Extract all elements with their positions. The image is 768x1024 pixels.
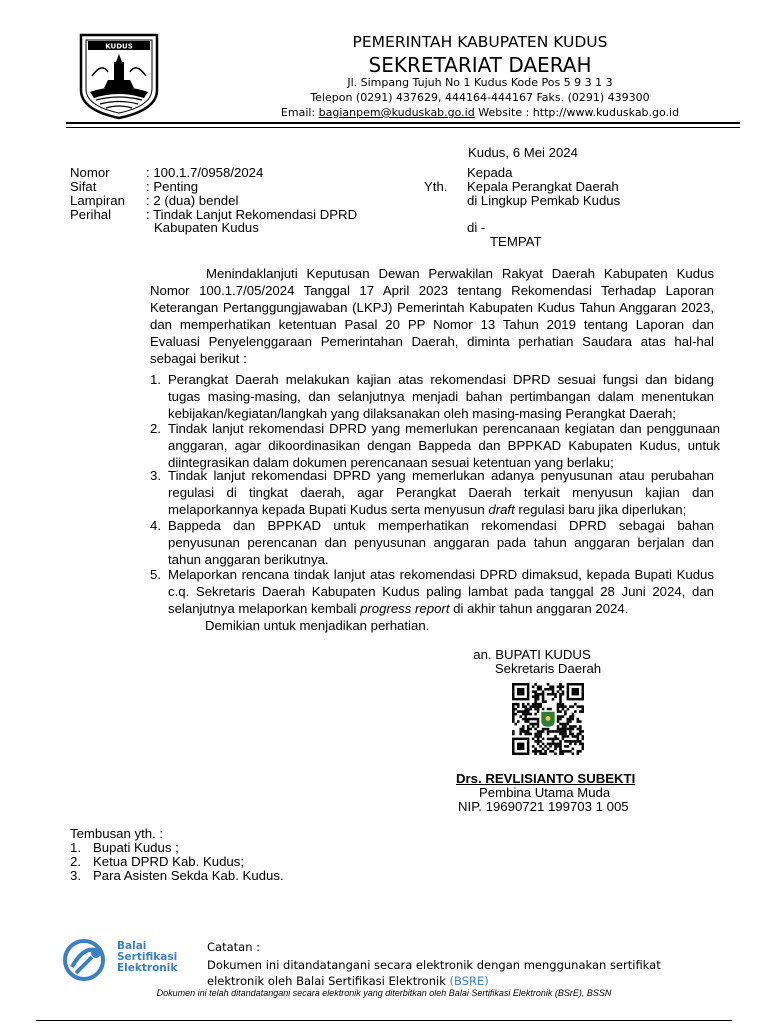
kudus-coat-of-arms-logo xyxy=(78,32,160,120)
sifat-value: : Penting xyxy=(146,179,199,194)
perihal-value: : Tindak Lanjut Rekomendasi DPRD xyxy=(146,207,358,222)
lampiran-label: Lampiran xyxy=(70,193,125,208)
tembusan-2-number: 2. xyxy=(70,854,81,869)
email-label: Email: xyxy=(280,106,319,119)
item-3-text-b: regulasi baru jika diperlukan; xyxy=(514,502,687,517)
item-4-number: 4. xyxy=(150,518,161,533)
intro-paragraph: Menindaklanjuti Keputusan Dewan Perwakilan Rakyat Daerah Kabupaten Kudus Nomor 100.1.7/05/2024 Tanggal 17 April 2023 tentang Rekomendasi Terhadap Laporan Keterangan Pertanggungjawaban (LKPJ) Pemerintah Kabupaten Kudus Tahun Anggaran 2023, dan memperhatikan ketentuan Pasal 20 PP Nomor 13 Tahun 2019 tentang Laporan dan Evaluasi Penyelenggaraan Pemerintahan Daerah, diminta perhatian Saudara atas hal-hal sebagai berikut : xyxy=(150,266,714,366)
signature-qr-code xyxy=(512,683,584,755)
footer-rule xyxy=(36,1020,732,1021)
item-4-text: Bappeda dan BPPKAD untuk memperhatikan rekomendasi DPRD sebagai bahan penyusunan perencanan dan penyusunan anggaran pada tahun anggaran berjalan dan tahun anggaran berikutnya. xyxy=(168,518,714,567)
tembusan-1-text: Bupati Kudus ; xyxy=(93,840,179,855)
nomor-label: Nomor xyxy=(70,165,110,180)
signatory-nip: NIP. 19690721 199703 1 005 xyxy=(458,799,629,814)
bsre-logo-line1: Balai xyxy=(117,940,147,952)
logo-text: KUDUS xyxy=(105,42,133,51)
bsre-logo-line3: Elektronik xyxy=(117,962,178,974)
item-3-text-a: Tindak lanjut rekomendasi DPRD yang memerlukan adanya penyusunan atau perubahan regulasi di tingkat daerah, agar Perangkat Daerah terkait menyusun kajian dan melaporkannya kepada Bupati Kudus serta menyusun xyxy=(168,468,714,517)
letterhead-phone: Telepon (0291) 437629, 444164-444167 Faks. (0291) 439300 xyxy=(310,91,650,104)
item-5-text-italic: progress report xyxy=(360,601,450,616)
perihal-value-cont: Kabupaten Kudus xyxy=(154,220,259,235)
catatan-title: Catatan : xyxy=(207,940,261,954)
item-1-number: 1. xyxy=(150,372,161,387)
letterhead-rule-thick xyxy=(66,122,740,124)
recipient-line1: Kepala Perangkat Daerah xyxy=(467,179,619,194)
sifat-label: Sifat xyxy=(70,179,97,194)
bsre-emblem-icon xyxy=(62,937,112,983)
letterhead-contact xyxy=(200,106,760,119)
item-1-text: Perangkat Daerah melakukan kajian atas rekomendasi DPRD sesuai fungsi dan bidang tugas masing-masing, dan selanjutnya menjadi bahan pertimbangan dalam menentukan kebijakan/kegiatan/langkah yang dilaksanakan oleh masing-masing Perangkat Daerah; xyxy=(168,372,714,421)
letterhead-rule-thin xyxy=(66,127,740,128)
footer-note: Dokumen ini telah ditandatangani secara elektronik yang diterbitkan oleh Balai Sertifikasi Elektronik (BSrE), BSSN xyxy=(156,988,612,998)
recipient-tempat: TEMPAT xyxy=(490,234,542,249)
signatory-name: Drs. REVLISIANTO SUBEKTI xyxy=(456,771,636,786)
tembusan-title: Tembusan yth. : xyxy=(70,826,164,841)
bsre-logo-line2: Sertifikasi xyxy=(117,951,178,963)
signatory-rank: Pembina Utama Muda xyxy=(479,785,611,800)
bsre-logo xyxy=(62,937,192,983)
item-5-number: 5. xyxy=(150,567,161,582)
signature-position: Sekretaris Daerah xyxy=(494,661,602,676)
tembusan-3-text: Para Asisten Sekda Kab. Kudus. xyxy=(93,868,284,883)
catatan-line1: Dokumen ini ditandatangani secara elektronik dengan menggunakan sertifikat xyxy=(207,958,661,972)
catatan-bsre: (BSRE) xyxy=(449,974,489,988)
lampiran-value: : 2 (dua) bendel xyxy=(146,193,239,208)
item-5-text xyxy=(168,566,714,617)
letter-date: Kudus, 6 Mei 2024 xyxy=(468,145,578,160)
recipient-line2: di Lingkup Pemkab Kudus xyxy=(467,193,621,208)
nomor-value: : 100.1.7/0958/2024 xyxy=(146,165,264,180)
letterhead-address: Jl. Simpang Tujuh No 1 Kudus Kode Pos 5 9 3 1 3 xyxy=(347,76,613,89)
catatan-line2-text: elektronik oleh Balai Sertifikasi Elektronik xyxy=(207,974,450,988)
recipient-kepada: Kepada xyxy=(467,165,513,180)
recipient-di: di - xyxy=(467,220,486,235)
item-3-text-italic: draft xyxy=(488,502,515,517)
tembusan-1-number: 1. xyxy=(70,840,81,855)
website-text: Website : http://www.kuduskab.go.id xyxy=(474,106,680,119)
letterhead-government: PEMERINTAH KABUPATEN KUDUS xyxy=(352,33,608,51)
letterhead-office: SEKRETARIAT DAERAH xyxy=(368,53,592,77)
signature-an: an. BUPATI KUDUS xyxy=(473,647,591,662)
item-5-text-b: di akhir tahun anggaran 2024. xyxy=(449,601,629,616)
item-2-text: Tindak lanjut rekomendasi DPRD yang memerlukan perencanaan kegiatan dan penggunaan anggaran, agar dikoordinasikan dengan Bappeda dan BPPKAD Kabupaten Kudus, untuk diintegrasikan dalam dokumen perencanaan sesuai ketentuan yang berlaku; xyxy=(168,421,720,470)
tembusan-3-number: 3. xyxy=(70,868,81,883)
item-3-number: 3. xyxy=(150,468,161,483)
tembusan-2-text: Ketua DPRD Kab. Kudus; xyxy=(93,854,245,869)
item-5-text-a: Melaporkan rencana tindak lanjut atas rekomendasi DPRD dimaksud, kepada Bupati Kudus c.q. Sekretaris Daerah Kabupaten Kudus paling lambat pada tanggal 28 Juni 2024, dan selanjutnya melaporkan kembali xyxy=(168,567,714,616)
perihal-label: Perihal xyxy=(70,207,112,222)
item-3-text xyxy=(168,467,714,518)
email-link[interactable]: bagianpem@kuduskab.go.id xyxy=(318,106,475,119)
item-2-number: 2. xyxy=(150,421,161,436)
closing-text: Demikian untuk menjadikan perhatian. xyxy=(205,618,430,633)
recipient-yth: Yth. xyxy=(424,179,448,194)
